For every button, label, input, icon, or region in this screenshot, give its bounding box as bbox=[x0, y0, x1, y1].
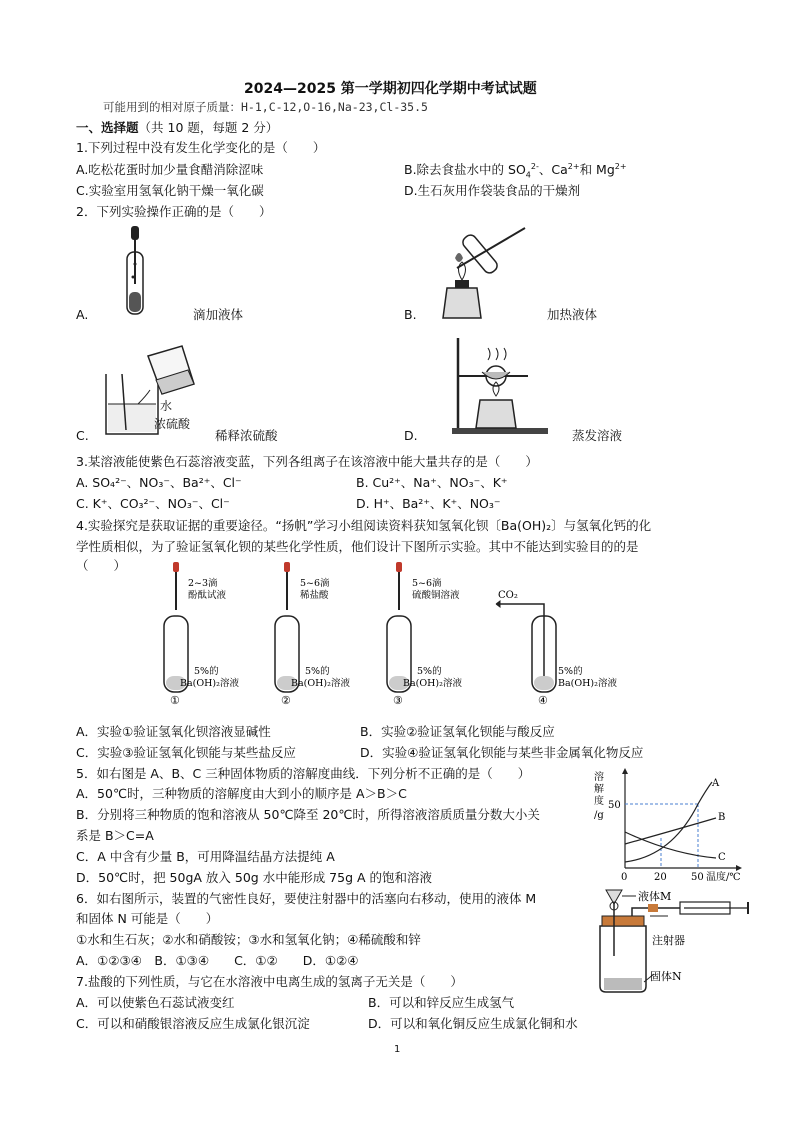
q7-option-c: C．可以和硝酸银溶液反应生成氯化银沉淀 bbox=[76, 1016, 310, 1031]
q5-option-b-line2: 系是 B＞C=A bbox=[76, 828, 154, 843]
evaporating-figure bbox=[450, 330, 550, 438]
page-title: 2024—2025 第一学期初四化学期中考试试题 bbox=[244, 81, 537, 97]
atomic-masses: 可能用到的相对原子质量：H-1,C-12,O-16,Na-23,Cl-35.5 bbox=[103, 100, 428, 114]
q2-a-label: 滴加液体 bbox=[193, 307, 244, 322]
section-note: （共 10 题，每题 2 分） bbox=[138, 120, 279, 135]
solid-n-label: 固体N bbox=[650, 970, 682, 983]
q1-b-sup2: 2+ bbox=[567, 161, 580, 171]
liquid-m-label: 液体M bbox=[638, 890, 672, 903]
tick-x-0: 0 bbox=[621, 872, 628, 883]
q4-option-a: A．实验①验证氢氧化钡溶液显碱性 bbox=[76, 724, 271, 739]
q7-option-d: D．可以和氧化铜反应生成氯化铜和水 bbox=[368, 1016, 578, 1031]
q2-d-label: 蒸发溶液 bbox=[572, 428, 623, 443]
c-acid-label: 浓硫酸 bbox=[154, 417, 191, 431]
q1-option-c: C.实验室用氢氧化钠干燥一氧化碳 bbox=[76, 183, 264, 198]
label-c: C bbox=[718, 852, 726, 863]
q4-option-c: C．实验③验证氢氧化钡能与某些盐反应 bbox=[76, 745, 296, 760]
solubility-chart bbox=[592, 766, 752, 886]
tube-1 bbox=[164, 562, 239, 707]
tube4-solution: Ba(OH)₂溶液 bbox=[558, 678, 617, 689]
tube3-reagent: 硫酸铜溶液 bbox=[412, 590, 460, 601]
q2-stem: 2．下列实验操作正确的是（ ） bbox=[76, 204, 272, 219]
curve-b bbox=[625, 818, 716, 844]
q4-line3: （ ） bbox=[76, 558, 127, 573]
tube1-solution-pct: 5%的 bbox=[194, 666, 219, 677]
q3-option-b: B. Cu²⁺、Na⁺、NO₃⁻、K⁺ bbox=[356, 475, 508, 490]
q2-c-letter: C. bbox=[76, 428, 89, 443]
section-heading bbox=[76, 120, 278, 136]
q4-line2: 学性质相似，为了验证氢氧化钡的某些化学性质，他们设计下图所示实验。其中不能达到实验目的的是 bbox=[76, 539, 639, 554]
q7-option-b: B．可以和锌反应生成氢气 bbox=[368, 995, 515, 1010]
tube4-number: ④ bbox=[538, 694, 548, 707]
q1-b-text: B.除去食盐水中的 SO bbox=[404, 162, 526, 177]
tick-y-50: 50 bbox=[608, 800, 621, 811]
q2-c-label: 稀释浓硫酸 bbox=[215, 428, 278, 443]
curve-a bbox=[625, 782, 712, 862]
ylabel-1: 溶 bbox=[594, 772, 604, 783]
q2-b-letter: B. bbox=[404, 307, 417, 322]
tube2-number: ② bbox=[281, 694, 291, 707]
q1-b-mid: 、Ca bbox=[538, 162, 568, 177]
ylabel-2: 解 bbox=[594, 784, 604, 795]
q6-apparatus-figure bbox=[588, 886, 758, 994]
q4-line1: 4.实验探究是获取证据的重要途径。“扬帆”学习小组阅读资料获知氢氧化钡〔Ba(OH)₂〕与氢氧化钙的化 bbox=[76, 518, 652, 533]
q1-b-sub: 4 bbox=[525, 170, 531, 180]
q7-option-a: A．可以使紫色石蕊试液变红 bbox=[76, 995, 235, 1010]
tube-3 bbox=[387, 562, 462, 707]
q3-option-d: D. H⁺、Ba²⁺、K⁺、NO₃⁻ bbox=[356, 496, 501, 511]
q2-a-letter: A. bbox=[76, 307, 89, 322]
tube1-number: ① bbox=[170, 694, 180, 707]
q5-option-d: D．50℃时，把 50gA 放入 50g 水中能形成 75g A 的饱和溶液 bbox=[76, 870, 433, 885]
page-number: 1 bbox=[394, 1044, 401, 1055]
q5-option-a: A．50℃时，三种物质的溶解度由大到小的顺序是 A＞B＞C bbox=[76, 786, 407, 801]
q4-experiments-figure bbox=[150, 558, 650, 708]
q1-b-sup3: 2+ bbox=[614, 161, 627, 171]
q1-b-mid2: 和 Mg bbox=[579, 162, 615, 177]
tube3-solution-pct: 5%的 bbox=[417, 666, 442, 677]
tube3-solution: Ba(OH)₂溶液 bbox=[403, 678, 462, 689]
dropper-in-tube-figure bbox=[118, 222, 158, 317]
q3-stem: 3.某溶液能使紫色石蕊溶液变蓝，下列各组离子在该溶液中能大量共存的是（ ） bbox=[76, 454, 538, 469]
diluting-acid-figure bbox=[98, 344, 208, 440]
ylabel-4: /g bbox=[594, 810, 604, 821]
q4-option-b: B．实验②验证氢氧化钡能与酸反应 bbox=[360, 724, 555, 739]
q2-d-letter: D. bbox=[404, 428, 418, 443]
section-title: 一、选择题 bbox=[76, 120, 139, 135]
q6-choices: A．①②③④ B．①③④ C．①② D．①②④ bbox=[76, 953, 359, 968]
q1-option-b bbox=[404, 162, 627, 178]
q4-option-d: D．实验④验证氢氧化钡能与某些非金属氧化物反应 bbox=[360, 745, 644, 760]
q6-stem-line2: 和固体 N 可能是（ ） bbox=[76, 911, 219, 926]
tube4-solution-pct: 5%的 bbox=[558, 666, 583, 677]
label-a: A bbox=[712, 778, 720, 789]
q1-option-a: A.吃松花蛋时加少量食醋消除涩味 bbox=[76, 162, 264, 177]
tube1-solution: Ba(OH)₂溶液 bbox=[180, 678, 239, 689]
q3-option-a: A. SO₄²⁻、NO₃⁻、Ba²⁺、Cl⁻ bbox=[76, 475, 242, 490]
tube2-solution-pct: 5%的 bbox=[305, 666, 330, 677]
xlabel: 温度/℃ bbox=[706, 872, 741, 883]
tube1-drops: 2~3滴 bbox=[188, 578, 218, 589]
tube3-number: ③ bbox=[393, 694, 403, 707]
q1-stem: 1.下列过程中没有发生化学变化的是（ ） bbox=[76, 140, 326, 155]
q7-stem: 7.盐酸的下列性质，与它在水溶液中电离生成的氢离子无关是（ ） bbox=[76, 974, 463, 989]
curve-c bbox=[625, 832, 716, 858]
q3-option-c: C. K⁺、CO₃²⁻、NO₃⁻、Cl⁻ bbox=[76, 496, 230, 511]
q5-stem: 5．如右图是 A、B、C 三种固体物质的溶解度曲线．下列分析不正确的是（ ） bbox=[76, 766, 531, 781]
c-water-label: 水 bbox=[160, 399, 173, 413]
tube2-drops: 5~6滴 bbox=[300, 578, 330, 589]
q1-b-sup1: 2- bbox=[530, 161, 539, 171]
q5-option-c: C．A 中含有少量 B，可用降温结晶方法提纯 A bbox=[76, 849, 335, 864]
tube2-solution: Ba(OH)₂溶液 bbox=[291, 678, 350, 689]
q5-option-b-line1: B．分别将三种物质的饱和溶液从 50℃降至 20℃时，所得溶液溶质质量分数大小关 bbox=[76, 807, 540, 822]
tick-x-50: 50 bbox=[691, 872, 704, 883]
q2-b-label: 加热液体 bbox=[547, 307, 598, 322]
q6-options: ①水和生石灰；②水和硝酸铵；③水和氢氧化钠；④稀硫酸和锌 bbox=[76, 932, 421, 947]
q1-option-d: D.生石灰用作袋装食品的干燥剂 bbox=[404, 183, 581, 198]
tube-4 bbox=[496, 590, 617, 707]
tube3-drops: 5~6滴 bbox=[412, 578, 442, 589]
tick-x-20: 20 bbox=[654, 872, 667, 883]
co2-label: CO₂ bbox=[498, 590, 518, 601]
syringe-label: 注射器 bbox=[652, 934, 685, 947]
tube2-reagent: 稀盐酸 bbox=[300, 590, 329, 601]
heating-liquid-figure bbox=[437, 218, 537, 322]
ylabel-3: 度 bbox=[594, 796, 604, 807]
label-b: B bbox=[718, 812, 726, 823]
q6-stem-line1: 6．如右图所示，装置的气密性良好，要使注射器中的活塞向右移动，使用的液体 M bbox=[76, 891, 537, 906]
tube1-reagent: 酚酞试液 bbox=[188, 590, 227, 601]
tube-2 bbox=[275, 562, 350, 707]
